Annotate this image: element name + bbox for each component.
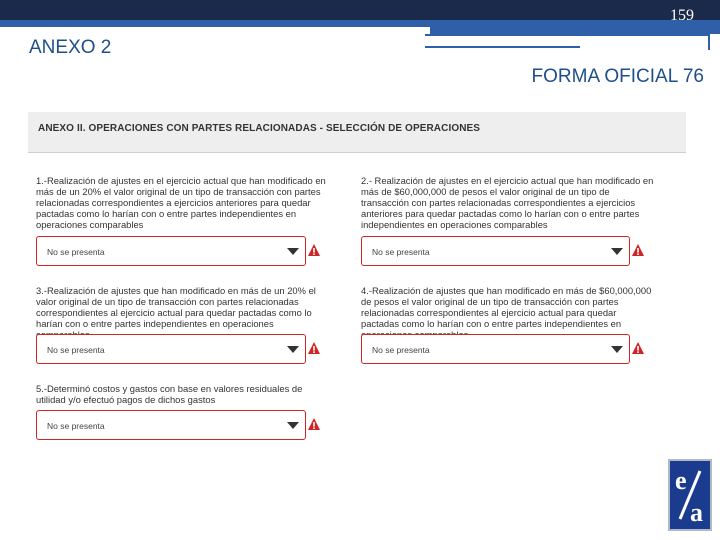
question-5-select[interactable] <box>36 410 306 440</box>
question-4-select[interactable] <box>361 334 630 364</box>
svg-text:e: e <box>675 466 687 495</box>
chevron-down-icon[interactable] <box>611 346 623 353</box>
chevron-down-icon[interactable] <box>611 248 623 255</box>
panel-header <box>28 112 686 153</box>
annex-title: ANEXO 2 <box>29 37 112 58</box>
question-5-selected-value: No se presenta <box>47 421 105 431</box>
slide-accent-line <box>425 34 710 36</box>
question-3-label: 3.-Realización de ajustes que han modificado en más de un 20% el valor original de un tipo de transacción con partes relacionadas correspondientes al ejercicio actual para quedar pactadas como lo harían con o entre partes independientes en operaciones <box>36 285 316 329</box>
warning-icon <box>307 341 321 355</box>
chevron-down-icon[interactable] <box>287 422 299 429</box>
question-3-select[interactable] <box>36 334 306 364</box>
form-title: FORMA OFICIAL 76 <box>531 66 704 87</box>
warning-icon <box>307 417 321 431</box>
question-1-select[interactable] <box>36 236 306 266</box>
operations-panel <box>28 112 686 432</box>
question-2-label: 2.- Realización de ajustes en el ejercicio actual que han modificado en más de $60,000,000 de pesos el valor original de un tipo de transacción con partes relacionadas correspondientes a ejercicios anteriores para quedar pactadas como lo harían con o entre partes independientes en operaciones comparables <box>361 175 654 230</box>
question-5-label: 5.-Determinó costos y gastos con base en valores residuales de utilidad y/o efectuó pagos de dichos gastos <box>36 383 303 405</box>
warning-icon <box>631 243 645 257</box>
question-1-label: 1.-Realización de ajustes en el ejercicio actual que han modificado en más de un 20% el valor original de un tipo de transacción con partes relacionadas correspondientes a ejercicios anteriores para quedar pactadas como lo harían con o entre partes independientes en operaciones comparables <box>36 175 326 230</box>
slide-accent-line-short <box>425 46 580 48</box>
warning-icon <box>631 341 645 355</box>
chevron-down-icon[interactable] <box>287 248 299 255</box>
warning-icon <box>307 243 321 257</box>
page-number: 159 <box>670 7 694 24</box>
chevron-down-icon[interactable] <box>287 346 299 353</box>
slide-top-bar <box>0 0 720 20</box>
slide-accent-gap <box>0 27 430 34</box>
ea-logo <box>668 459 712 531</box>
ea-logo-mark <box>670 461 710 529</box>
question-2-selected-value: No se presenta <box>372 247 430 257</box>
question-4-selected-value: No se presenta <box>372 345 430 355</box>
question-1-selected-value: No se presenta <box>47 247 105 257</box>
panel-title: ANEXO II. OPERACIONES CON PARTES RELACIONADAS - SELECCIÓN DE OPERACIONES <box>38 123 481 134</box>
question-2-select[interactable] <box>361 236 630 266</box>
question-4-label: 4.-Realización de ajustes que han modificado en más de $60,000,000 de pesos el valor original de un tipo de transacción con partes relacionadas correspondientes al ejercicio actual para quedar pactadas como lo harían con o entre partes independientes en <box>361 285 652 329</box>
slide-right-rule <box>708 20 710 50</box>
svg-text:a: a <box>690 498 703 527</box>
question-3-selected-value: No se presenta <box>47 345 105 355</box>
